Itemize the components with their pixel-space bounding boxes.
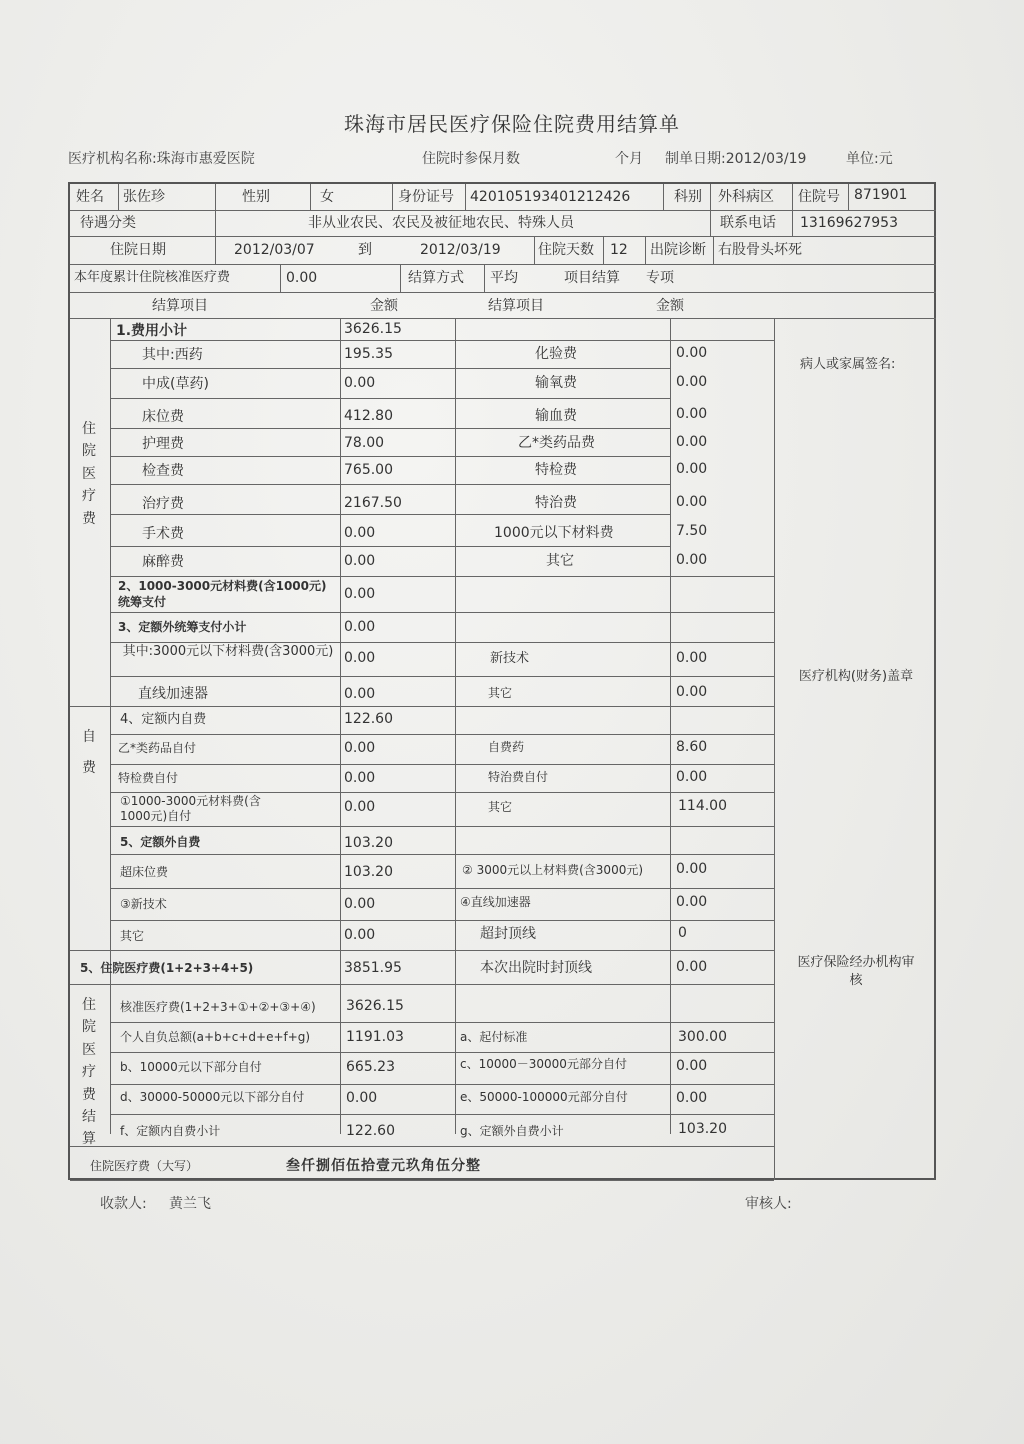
classb-self-value: 0.00 bbox=[344, 740, 376, 756]
newtech2-value: 0.00 bbox=[344, 896, 376, 912]
discharge-cap-value: 0.00 bbox=[676, 959, 708, 975]
other2-label: 其它 bbox=[488, 686, 513, 700]
herbal-value: 0.00 bbox=[344, 375, 376, 391]
lab-label: 化验费 bbox=[535, 346, 577, 362]
signature-label: 病人或家属签名: bbox=[800, 357, 896, 372]
special-exam-value: 0.00 bbox=[676, 461, 708, 477]
linac2-label: ④直线加速器 bbox=[460, 895, 531, 909]
surgery-label: 手术费 bbox=[142, 526, 184, 542]
diagnosis-label: 出院诊断 bbox=[650, 242, 706, 258]
anesthesia-label: 麻醉费 bbox=[142, 554, 184, 570]
review-label: 医疗保险经办机构审核 bbox=[797, 955, 915, 988]
other3-label: 其它 bbox=[488, 800, 513, 814]
personal-value: 1191.03 bbox=[346, 1029, 404, 1045]
b-value: 665.23 bbox=[346, 1059, 395, 1075]
mat3000-label: ② 3000元以上材料费(含3000元) bbox=[462, 863, 644, 877]
sptreat-self-value: 0.00 bbox=[676, 769, 708, 785]
total-label: 5、住院医疗费(1+2+3+4+5) bbox=[80, 961, 254, 975]
section-settlement: 住院医疗费结算 bbox=[82, 997, 96, 1148]
annual-label: 本年度累计住院核准医疗费 bbox=[74, 270, 231, 285]
special-treat-label: 特治费 bbox=[535, 495, 577, 511]
project-label: 项目结算 bbox=[564, 270, 620, 286]
settlement-table bbox=[68, 182, 936, 1180]
anesthesia-value: 0.00 bbox=[344, 553, 376, 569]
settle-value: 平均 bbox=[490, 270, 518, 286]
r3a-value: 0.00 bbox=[344, 650, 376, 666]
category-label: 待遇分类 bbox=[80, 215, 136, 231]
nursing-label: 护理费 bbox=[142, 436, 184, 452]
treatment-value: 2167.50 bbox=[344, 495, 402, 511]
mat3000-value: 0.00 bbox=[676, 861, 708, 877]
mat-self-value: 0.00 bbox=[344, 799, 376, 815]
lab-value: 0.00 bbox=[676, 345, 708, 361]
other2-value: 0.00 bbox=[676, 684, 708, 700]
words-label: 住院医疗费（大写） bbox=[90, 1159, 199, 1173]
treatment-label: 治疗费 bbox=[142, 496, 184, 512]
cap-label: 超封顶线 bbox=[480, 926, 536, 942]
subtotal-value: 3626.15 bbox=[344, 321, 402, 337]
r3a-label: 其中:3000元以下材料费(含3000元) bbox=[122, 644, 334, 659]
sptreat-self-label: 特治费自付 bbox=[488, 770, 549, 784]
other3-value: 114.00 bbox=[678, 798, 727, 814]
col-item: 结算项目 bbox=[152, 298, 208, 314]
f-value: 122.60 bbox=[346, 1123, 395, 1139]
oxygen-value: 0.00 bbox=[676, 374, 708, 390]
admission-no-label: 住院号 bbox=[798, 189, 840, 205]
issue-date: 制单日期:2012/03/19 bbox=[665, 151, 807, 167]
patient-name: 张佐珍 bbox=[123, 189, 165, 205]
section-self-pay: 自费 bbox=[82, 729, 96, 776]
admission-no: 871901 bbox=[854, 187, 908, 203]
institution: 医疗机构名称:珠海市惠爱医院 bbox=[68, 151, 255, 167]
special-treat-value: 0.00 bbox=[676, 494, 708, 510]
days-label: 住院天数 bbox=[538, 242, 594, 258]
overbed-value: 103.20 bbox=[344, 864, 393, 880]
discharge-cap-label: 本次出院时封顶线 bbox=[480, 960, 592, 976]
id-number: 420105193401212426 bbox=[470, 189, 631, 205]
linac-value: 0.00 bbox=[344, 686, 376, 702]
exam-value: 765.00 bbox=[344, 462, 393, 478]
nursing-value: 78.00 bbox=[344, 435, 385, 451]
date-from: 2012/03/07 bbox=[234, 242, 315, 258]
herbal-label: 中成(草药) bbox=[142, 376, 209, 392]
other4-label: 其它 bbox=[120, 929, 145, 943]
e-value: 0.00 bbox=[676, 1090, 708, 1106]
col-amount: 金额 bbox=[370, 298, 398, 314]
d-label: d、30000-50000元以下部分自付 bbox=[120, 1090, 305, 1104]
category-value: 非从业农民、农民及被征地农民、特殊人员 bbox=[308, 215, 574, 231]
gender-label: 性别 bbox=[242, 189, 270, 205]
project-value: 专项 bbox=[646, 270, 674, 286]
material-value: 7.50 bbox=[676, 523, 708, 539]
oxygen-label: 输氧费 bbox=[535, 375, 577, 391]
blood-value: 0.00 bbox=[676, 406, 708, 422]
amount-in-words: 叁仟捌佰伍拾壹元玖角伍分整 bbox=[286, 1158, 481, 1174]
g-value: 103.20 bbox=[678, 1121, 727, 1137]
bed-label: 床位费 bbox=[142, 409, 184, 425]
phone-value: 13169627953 bbox=[800, 215, 898, 231]
mat-self-label: ①1000-3000元材料费(含1000元)自付 bbox=[120, 794, 261, 823]
exam-label: 检查费 bbox=[142, 463, 184, 479]
deductible-value: 300.00 bbox=[678, 1029, 727, 1045]
phone-label: 联系电话 bbox=[720, 215, 776, 231]
name-label: 姓名 bbox=[76, 189, 104, 205]
r4-value: 122.60 bbox=[344, 711, 393, 727]
unit-label: 单位:元 bbox=[846, 151, 893, 167]
to-label: 到 bbox=[358, 242, 372, 258]
r3-value: 0.00 bbox=[344, 619, 376, 635]
overbed-label: 超床位费 bbox=[120, 865, 169, 879]
col-item2: 结算项目 bbox=[488, 298, 544, 314]
months-unit: 个月 bbox=[615, 151, 643, 167]
material-label: 1000元以下材料费 bbox=[494, 525, 614, 541]
approved-value: 3626.15 bbox=[346, 998, 404, 1014]
linac-label: 直线加速器 bbox=[138, 686, 208, 702]
newtech-label: 新技术 bbox=[490, 651, 530, 666]
newtech-value: 0.00 bbox=[676, 650, 708, 666]
classb-self-label: 乙*类药品自付 bbox=[118, 741, 197, 755]
c-value: 0.00 bbox=[676, 1058, 708, 1074]
selfdrug-value: 8.60 bbox=[676, 739, 708, 755]
settle-label: 结算方式 bbox=[408, 270, 464, 286]
e-label: e、50000-100000元部分自付 bbox=[460, 1090, 628, 1104]
classb-value: 0.00 bbox=[676, 434, 708, 450]
reviewer: 审核人: bbox=[745, 1196, 792, 1212]
linac2-value: 0.00 bbox=[676, 894, 708, 910]
page-title: 珠海市居民医疗保险住院费用结算单 bbox=[344, 112, 680, 136]
insured-months-label: 住院时参保月数 bbox=[422, 151, 520, 167]
c-label: c、10000－30000元部分自付 bbox=[460, 1057, 627, 1071]
r4-label: 4、定额内自费 bbox=[120, 712, 207, 727]
other-value: 0.00 bbox=[676, 552, 708, 568]
dept-label: 科别 bbox=[674, 189, 702, 205]
newtech2-label: ③新技术 bbox=[120, 897, 167, 911]
total-value: 3851.95 bbox=[344, 960, 402, 976]
r5-value: 103.20 bbox=[344, 835, 393, 851]
personal-label: 个人自负总额(a+b+c+d+e+f+g) bbox=[120, 1030, 311, 1044]
r2-value: 0.00 bbox=[344, 586, 376, 602]
stamp-label: 医疗机构(财务)盖章 bbox=[798, 669, 914, 684]
days-value: 12 bbox=[610, 242, 628, 258]
western-value: 195.35 bbox=[344, 346, 393, 362]
bed-value: 412.80 bbox=[344, 408, 393, 424]
f-label: f、定额内自费小计 bbox=[120, 1124, 221, 1138]
deductible-label: a、起付标准 bbox=[460, 1030, 528, 1044]
g-label: g、定额外自费小计 bbox=[460, 1124, 564, 1138]
other-label: 其它 bbox=[546, 553, 574, 569]
r5-label: 5、定额外自费 bbox=[120, 835, 201, 849]
western-label: 其中:西药 bbox=[142, 347, 203, 363]
blood-label: 输血费 bbox=[535, 408, 577, 424]
spexam-self-label: 特检费自付 bbox=[118, 771, 179, 785]
col-amount2: 金额 bbox=[656, 298, 684, 314]
section-inpatient: 住院医疗费 bbox=[82, 421, 96, 527]
r2-label: 2、1000-3000元材料费(含1000元)统筹支付 bbox=[118, 579, 327, 609]
other4-value: 0.00 bbox=[344, 927, 376, 943]
b-label: b、10000元以下部分自付 bbox=[120, 1060, 262, 1074]
date-to: 2012/03/19 bbox=[420, 242, 501, 258]
spexam-self-value: 0.00 bbox=[344, 770, 376, 786]
selfdrug-label: 自费药 bbox=[488, 740, 525, 754]
id-label: 身份证号 bbox=[398, 189, 454, 205]
classb-label: 乙*类药品费 bbox=[518, 435, 595, 451]
approved-label: 核准医疗费(1+2+3+①+②+③+④) bbox=[120, 1000, 316, 1014]
r3-label: 3、定额外统筹支付小计 bbox=[118, 620, 247, 634]
annual-value: 0.00 bbox=[286, 270, 318, 286]
patient-gender: 女 bbox=[320, 189, 334, 205]
payee: 收款人: 黄兰飞 bbox=[100, 1196, 211, 1212]
dept-value: 外科病区 bbox=[718, 189, 774, 205]
special-exam-label: 特检费 bbox=[535, 462, 577, 478]
diagnosis-value: 右股骨头坏死 bbox=[718, 242, 802, 258]
surgery-value: 0.00 bbox=[344, 525, 376, 541]
subtotal-label: 1.费用小计 bbox=[116, 323, 188, 339]
d-value: 0.00 bbox=[346, 1090, 378, 1106]
dates-label: 住院日期 bbox=[110, 242, 166, 258]
cap-value: 0 bbox=[678, 925, 687, 941]
